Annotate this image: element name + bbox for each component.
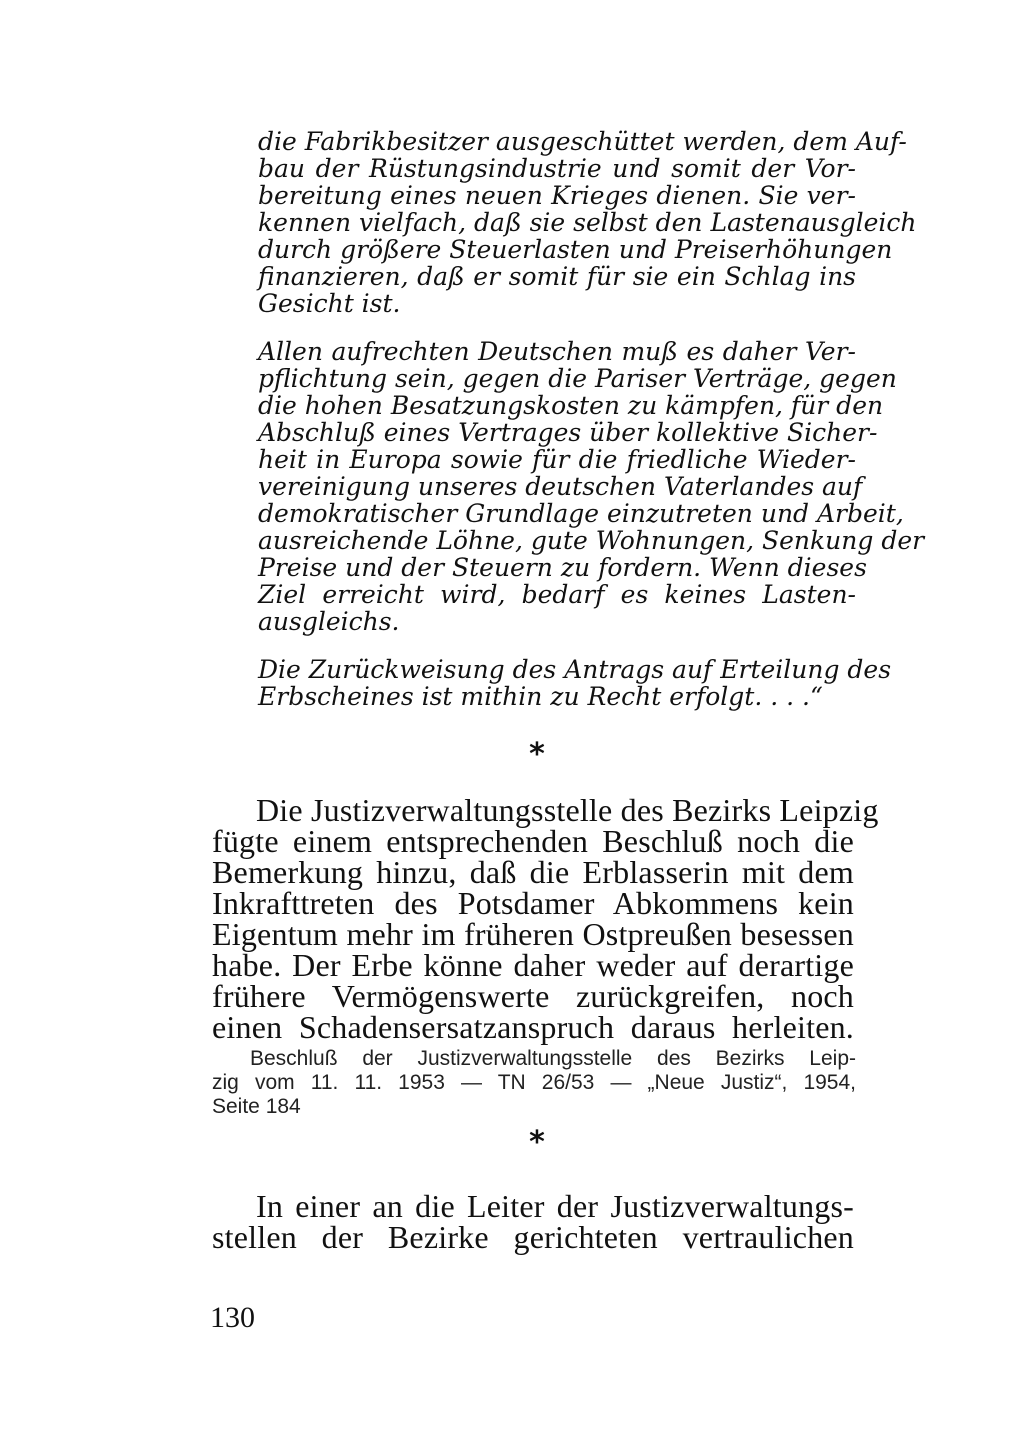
body-line: Eigentum mehr im früheren Ostpreußen besessen — [212, 916, 854, 952]
quote-line: heit in Europa sowie für die friedliche Wieder- — [258, 445, 856, 474]
quote-line: Abschluß eines Vertrages über kollektive Sicher- — [258, 418, 878, 447]
quote-line: Die Zurückweisung des Antrags auf Erteilung des — [258, 655, 892, 684]
body-line: In einer an die Leiter der Justizverwaltungs- — [256, 1188, 854, 1224]
quote-line: demokratischer Grundlage einzutreten und Arbeit, — [258, 499, 904, 528]
quote-line: Gesicht ist. — [258, 289, 401, 318]
quote-line: ausgleichs. — [258, 607, 400, 636]
quote-line: die Fabrikbesitzer ausgeschüttet werden, dem Auf- — [258, 127, 907, 156]
citation-line: zig vom 11. 11. 1953 — TN 26/53 — „Neue Justiz“, 1954, — [212, 1071, 856, 1094]
quote-line: bereitung eines neuen Krieges dienen. Sie ver- — [258, 181, 856, 210]
body-line: stellen der Bezirke gerichteten vertraulichen — [212, 1219, 854, 1255]
quote-line: ausreichende Löhne, gute Wohnungen, Senkung der — [258, 526, 925, 555]
quote-line: bau der Rüstungsindustrie und somit der Vor- — [258, 154, 856, 183]
quote-line: Preise und der Steuern zu fordern. Wenn dieses — [258, 553, 867, 582]
section-separator: * — [529, 1125, 545, 1160]
body-line: einen Schadensersatzanspruch daraus herleiten. — [212, 1009, 854, 1045]
quote-line: finanzieren, daß er somit für sie ein Schlag ins — [258, 262, 856, 291]
body-line: Bemerkung hinzu, daß die Erblasserin mit dem — [212, 854, 854, 890]
quote-line: Allen aufrechten Deutschen muß es daher Ver- — [258, 337, 856, 366]
citation-line: Beschluß der Justizverwaltungsstelle des Bezirks Leip- — [250, 1047, 856, 1070]
page-number: 130 — [210, 1301, 255, 1334]
body-line: frühere Vermögenswerte zurückgreifen, noch — [212, 978, 854, 1014]
quote-line: die hohen Besatzungskosten zu kämpfen, für den — [258, 391, 884, 420]
section-separator: * — [529, 737, 545, 772]
body-line: habe. Der Erbe könne daher weder auf derartige — [212, 947, 854, 983]
quote-line: pflichtung sein, gegen die Pariser Verträge, gegen — [258, 364, 897, 393]
quote-line: Ziel erreicht wird, bedarf es keines Lasten- — [258, 580, 856, 609]
quote-line: Erbscheines ist mithin zu Recht erfolgt. . . .“ — [258, 682, 823, 711]
citation-line: Seite 184 — [212, 1095, 301, 1118]
quote-line: vereinigung unseres deutschen Vaterlandes auf — [258, 472, 863, 501]
body-line: fügte einem entsprechenden Beschluß noch die — [212, 823, 854, 859]
body-line: Die Justizverwaltungsstelle des Bezirks Leipzig — [256, 792, 879, 828]
body-line: Inkrafttreten des Potsdamer Abkommens kein — [212, 885, 854, 921]
quote-line: durch größere Steuerlasten und Preiserhöhungen — [258, 235, 893, 264]
quote-line: kennen vielfach, daß sie selbst den Lastenausgleich — [258, 208, 917, 237]
